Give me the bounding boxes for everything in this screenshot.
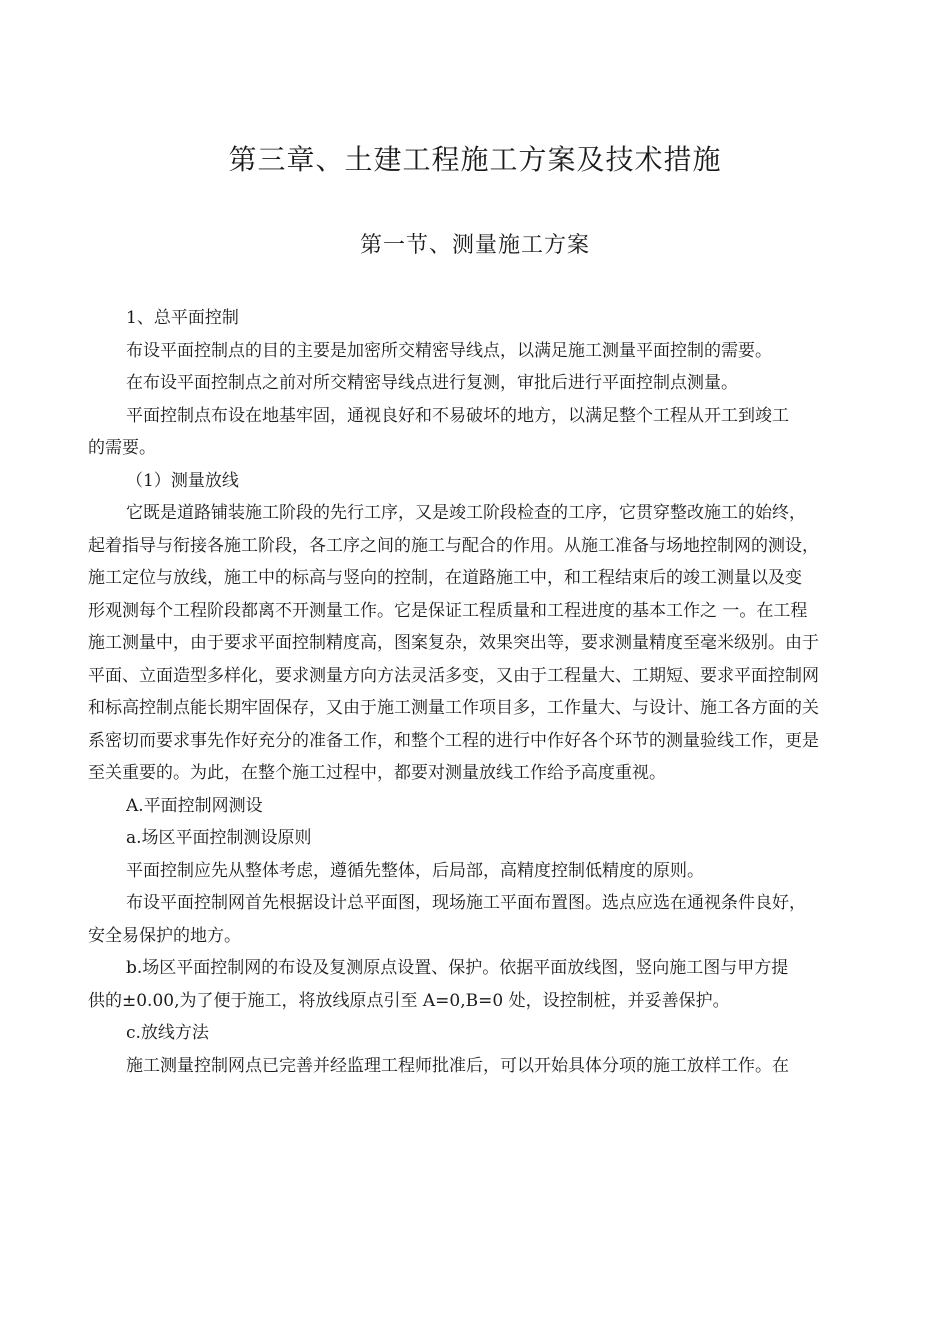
text-line: 形观测每个工程阶段都离不开测量工作。它是保证工程质量和工程进度的基本工作之 一。在工程 xyxy=(88,600,808,621)
text-line: 起着指导与衔接各施工阶段，各工序之间的施工与配合的作用。从施工准备与场地控制网的测设， xyxy=(88,535,819,556)
text-line: 施工定位与放线，施工中的标高与竖向的控制，在道路施工中，和工程结束后的竣工测量以及变 xyxy=(88,568,802,588)
text-line: 平面、立面造型多样化，要求测量方向方法灵活多变，又由于工程量大、工期短、要求平面控制网 xyxy=(88,665,819,686)
text-line: c.放线方法 xyxy=(126,1023,209,1043)
text-line: 施工测量中，由于要求平面控制精度高，图案复杂，效果突出等，要求测量精度至毫米级别。由于 xyxy=(88,633,819,653)
section-title: 第一节、测量施工方案 xyxy=(359,233,590,258)
text-line: 系密切而要求事先作好充分的准备工作，和整个工程的进行中作好各个环节的测量验线工作，更是 xyxy=(88,730,819,751)
text-line: 布设平面控制网首先根据设计总平面图，现场施工平面布置图。选点应选在通视条件良好， xyxy=(126,893,806,913)
text-line: a.场区平面控制测设原则 xyxy=(126,828,312,848)
text-line: 的需要。 xyxy=(88,438,156,458)
text-line: 安全易保护的地方。 xyxy=(88,925,241,946)
text-line: （1）测量放线 xyxy=(126,470,239,491)
text-line: 和标高控制点能长期牢固保存，又由于施工测量工作项目多，工作量大、与设计、施工各方面的关 xyxy=(88,698,819,718)
text-line: 在布设平面控制点之前对所交精密导线点进行复测，审批后进行平面控制点测量。 xyxy=(126,373,738,393)
text-line: 布设平面控制点的目的主要是加密所交精密导线点，以满足施工测量平面控制的需要。 xyxy=(126,340,772,361)
text-line: b.场区平面控制网的布设及复测原点设置、保护。依据平面放线图，竖向施工图与甲方提 xyxy=(126,958,789,978)
chapter-title: 第三章、土建工程施工方案及技术措施 xyxy=(228,143,722,176)
document-body xyxy=(88,302,868,1082)
text-line: 平面控制点布设在地基牢固，通视良好和不易破坏的地方，以满足整个工程从开工到竣工 xyxy=(126,405,789,426)
text-line: 平面控制应先从整体考虑，遵循先整体，后局部，高精度控制低精度的原则。 xyxy=(126,860,704,881)
text-line: 至关重要的。为此，在整个施工过程中，都要对测量放线工作给予高度重视。 xyxy=(88,763,666,783)
text-line: 它既是道路铺装施工阶段的先行工序，又是竣工阶段检查的工序，它贯穿整改施工的始终， xyxy=(126,503,806,523)
text-line: 1、总平面控制 xyxy=(126,308,239,328)
text-line: 供的±0.00,为了便于施工，将放线原点引至 A=0,B=0 处，设控制桩，并妥善保护。 xyxy=(88,990,730,1011)
text-line: A.平面控制网测设 xyxy=(126,795,263,816)
text-line: 施工测量控制网点已完善并经监理工程师批准后，可以开始具体分项的施工放样工作。在 xyxy=(126,1055,789,1076)
